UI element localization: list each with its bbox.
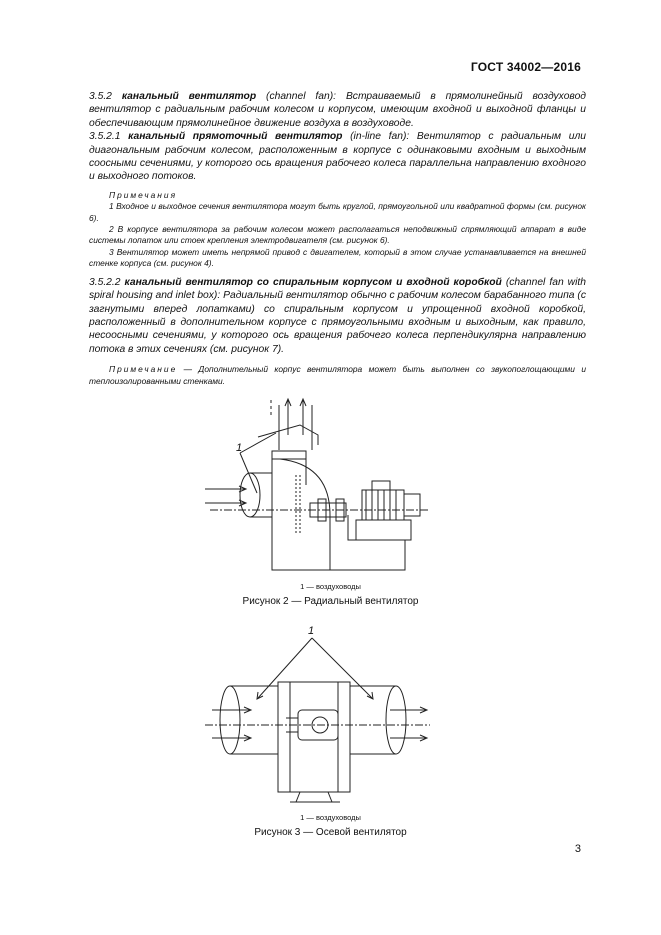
figure-3-drawing: [0, 620, 661, 815]
document-standard-number: ГОСТ 34002—2016: [470, 60, 581, 74]
definition-text: (channel fan): Встраиваемый в прямолинейный воздуховод вентилятор с радиальным рабочим колесом и корпусом, имеющим входной и выходной фланцы и обеспечивающим прямолинейное движение воздуха в воздуховоде.: [89, 91, 586, 129]
section-3-5-2-2: [89, 276, 586, 356]
section-3-5-2-1: [89, 130, 586, 184]
note-text: — Дополнительный корпус вентилятора может быть выполнен со звукопоглощающими и теплоизолированными стенками.: [89, 364, 586, 386]
axial-fan-drawing: [0, 620, 661, 815]
note-item: 3 Вентилятор может иметь непрямой привод с двигателем, который в этом случае устанавливается на внешней стенке корпуса (см. рисунок 4).: [89, 246, 586, 269]
figure-3-legend: 1 — воздуховоды: [300, 813, 361, 822]
definition-text: (channel fan with spiral housing and inlet box): Радиальный вентилятор обычно с рабочим колесом барабанного типа (с загнутыми вперед лопатками) со спиральным корпусом и упрощенной входной коробкой, расположенный в дополнительном корпусе с прямоугольными входным и выходным, как правило, несоосными сечениями, у которого ось вращения рабочего колеса перпендикулярна направлению потока в этих сечениях (см. рисунок 7).: [89, 276, 586, 355]
note-label: Примечание: [109, 364, 178, 375]
section-number: 3.5.2: [89, 91, 122, 102]
note-item: [89, 364, 586, 387]
note-item: 1 Входное и выходное сечения вентилятора могут быть круглой, прямоугольной или квадратной формы (см. рисунок 6).: [89, 201, 586, 223]
definition-text: (in-line fan): Вентилятор с радиальным или диагональным рабочим колесом, расположенным в корпусе с одинаковыми входным и выходным соосными сечениями, у которого ось вращения рабочего колеса параллельна направлению входного и выходного потоков.: [89, 131, 587, 183]
section-number: 3.5.2.1: [89, 131, 129, 143]
figure-3-caption: Рисунок 3 — Осевой вентилятор: [254, 827, 407, 838]
page-number: 3: [574, 843, 581, 855]
term: канальный вентилятор: [121, 91, 257, 102]
figure-2-callout: 1: [236, 442, 243, 454]
section-number: 3.5.2.2: [89, 276, 125, 288]
figure-2-drawing: [0, 395, 661, 585]
note-block: [89, 364, 586, 387]
radial-fan-drawing: [0, 395, 661, 585]
note-item: 2 В корпусе вентилятора за рабочим колесом может располагаться неподвижный спрямляющий аппарат в виде системы лопаток или стоек крепления электродвигателя (см. рисунок 6).: [89, 224, 586, 246]
figure-2-caption: Рисунок 2 — Радиальный вентилятор: [242, 596, 419, 607]
section-3-5-2: [89, 90, 586, 130]
notes-heading: Примечания: [109, 189, 178, 200]
figure-2-legend: 1 — воздуховоды: [300, 582, 361, 591]
term: канальный прямоточный вентилятор: [128, 131, 343, 143]
term: канальный вентилятор со спиральным корпусом и входной коробкой: [124, 276, 502, 288]
notes-block: [89, 190, 586, 270]
figure-3-callout: 1: [308, 625, 315, 637]
document-body: [89, 90, 586, 387]
